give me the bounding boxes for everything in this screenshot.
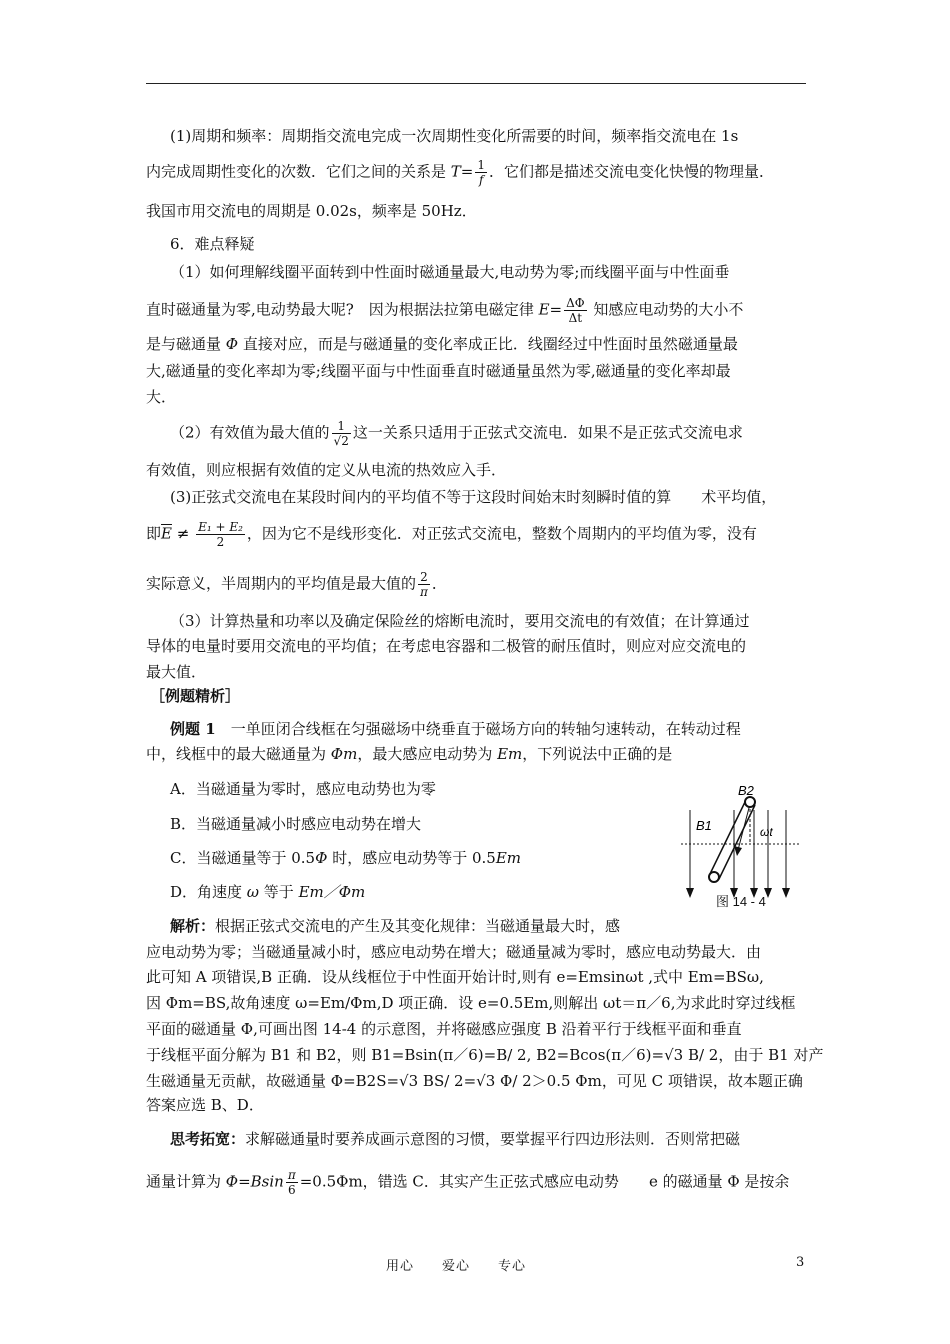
q3-line1 [170, 486, 776, 508]
fraction-1-over-f [475, 158, 487, 187]
text: 时，感应电动势等于 0.5 [327, 849, 496, 867]
fraction-pi-over-6 [286, 1168, 298, 1197]
para-period-line1: (1)周期和频率：周期指交流电完成一次周期性变化所需要的时间，频率指交流电在 1s [170, 127, 739, 145]
q1-line3 [146, 333, 738, 355]
text: 直接对应，而是与磁通量的变化率成正比．线圈经过中性面时虽然磁通量最 [238, 335, 738, 353]
thinking-line1 [170, 1128, 740, 1150]
q3-line2 [146, 520, 757, 549]
q1-line4: 大,磁通量的变化率却为零;线圈平面与中性面垂直时磁通量虽然为零,磁通量的变化率却最 [146, 362, 731, 380]
frac-den: π [420, 585, 428, 599]
thinking-line2 [146, 1168, 789, 1197]
analysis-line6: 于线框平面分解为 B1 和 B2，则 B1=Bsin(π／6)=B/ 2, B2=Bcos(π／6)=√3 B/ 2，由于 B1 对产 [146, 1046, 824, 1064]
symbol-e-m: Em [495, 849, 522, 867]
text: ，下列说法中正确的是 [522, 745, 673, 763]
analysis-line2: 应电动势为零；当磁通量减小时，感应电动势在增大；磁通量减为零时，感应电动势最大．由 [146, 943, 762, 961]
thinking-label: 思考拓宽： [170, 1130, 246, 1148]
analysis-line1 [170, 915, 620, 937]
frac-den: Δt [568, 311, 583, 325]
option-c [170, 847, 521, 869]
text: （2）有效值为最大值的 [170, 423, 330, 442]
para-period-line3: 我国市用交流电的周期是 0.02s，频率是 50Hz． [146, 202, 477, 220]
text: 知感应电动势的大小不 [588, 300, 744, 319]
example-label: 例题 1 [170, 720, 216, 738]
text: 术平均值， [671, 488, 777, 506]
option-a: A．当磁通量为零时，感应电动势也为零 [170, 780, 436, 798]
text: = [549, 300, 563, 319]
frac-den: 6 [287, 1183, 296, 1197]
text: ，最大感应电动势为 [357, 745, 498, 763]
example-line1 [170, 718, 741, 740]
text: 是与磁通量 [146, 335, 226, 353]
example-heading: ［例题精析］ [150, 687, 241, 705]
q1-line5: 大． [146, 388, 177, 406]
text: C．当磁通量等于 0.5 [170, 849, 316, 867]
header-rule [146, 83, 806, 84]
text: ． [431, 574, 447, 593]
q2-line2: 有效值，则应根据有效值的定义从电流的热效应入手． [146, 461, 507, 479]
option-d [170, 881, 365, 903]
fraction-dphi-dt [564, 296, 587, 325]
q1-line2 [146, 296, 743, 325]
frac-num: π [287, 1168, 296, 1182]
analysis-line3: 此可知 A 项错误,B 正确．设从线框位于中性面开始计时,则有 e=Emsinωt ,式中 Em=BSω, [146, 968, 764, 986]
symbol-phi-m: Φm [330, 745, 358, 763]
symbol-phi: Φ [315, 849, 328, 867]
symbol-e-m: Em [497, 745, 523, 763]
frac-num: 1 [477, 158, 486, 172]
analysis-label: 解析： [170, 917, 216, 935]
text: 直时磁通量为零,电动势最大呢? 因为根据法拉第电磁定律 [146, 300, 539, 319]
page-number: 3 [796, 1255, 805, 1270]
pivot-top [745, 797, 755, 807]
frac-num: ΔΦ [566, 296, 585, 310]
q2-line1 [170, 419, 743, 448]
symbol-omega: ω [246, 883, 260, 901]
figure-caption: 图 14 - 4 [716, 894, 766, 909]
text: 内完成周期性变化的次数．它们之间的关系是 [146, 162, 451, 181]
label-omega-t: ωt [760, 825, 773, 839]
text: ≠ [171, 524, 195, 543]
frac-num: E₁ + E₂ [198, 520, 243, 534]
pivot-bottom [709, 872, 719, 882]
text: =0.5Φm，错选 C．其实产生正弦式感应电动势 [299, 1172, 619, 1191]
section-title: 6．难点释疑 [170, 235, 255, 253]
text: 实际意义，半周期内的平均值是最大值的 [146, 574, 417, 593]
q3-line3 [146, 570, 447, 599]
frac-den: f [478, 173, 484, 187]
text: 中，线框中的最大磁通量为 [146, 745, 331, 763]
footer-motto: 用心 爱心 专心 [386, 1259, 527, 1274]
text: 这一关系只适用于正弦式交流电．如果不是正弦式交流电求 [352, 423, 743, 442]
label-b1: B1 [696, 818, 712, 833]
text: D．角速度 [170, 883, 247, 901]
text: (3)正弦式交流电在某段时间内的平均值不等于这段时间始末时刻 [170, 488, 597, 506]
arrow-head [782, 888, 790, 898]
q4-line2: 导体的电量时要用交流电的平均值；在考虑电容器和二极管的耐压值时，则应对应交流电的 [146, 637, 747, 655]
analysis-line7: 生磁通量无贡献，故磁通量 Φ=B2S=√3 BS/ 2=√3 Φ/ 2＞0.5 Φm，可见 C 项错误，故本题正确 [146, 1072, 803, 1090]
b-vector [738, 804, 750, 850]
text: 根据正弦式交流电的产生及其变化规律：当磁通量最大时，感 [215, 917, 621, 935]
text: 等于 [259, 883, 299, 901]
text: ，因为它不是线形变化．对正弦式交流电，整数个周期内的平均值为零，没有 [246, 524, 757, 543]
formula-T: T [450, 162, 461, 181]
q4-line3: 最大值． [146, 663, 207, 681]
frac-den: 2 [216, 535, 225, 549]
text: e 的磁通量 Φ 是按余 [648, 1172, 790, 1191]
label-b2: B2 [738, 783, 754, 798]
text: 即 [146, 524, 162, 543]
arrow-head [686, 888, 694, 898]
analysis-line8: 答案应选 B、D． [146, 1096, 264, 1114]
symbol-phi: Φ [225, 335, 239, 353]
frac-num: 2 [418, 570, 430, 585]
text: 通量计算为 [146, 1172, 226, 1191]
option-b: B．当磁通量减小时感应电动势在增大 [170, 815, 422, 833]
fraction-2-over-pi [418, 570, 430, 599]
analysis-line4: 因 Φm=BS,故角速度 ω=Em/Φm,D 项正确．设 e=0.5Em,则解出 ωt＝π／6,为求此时穿过线框 [146, 994, 796, 1012]
text: 一单匝闭合线框在匀强磁场中绕垂直于磁场方向的转轴匀速转动，在转动过程 [230, 720, 741, 738]
example-line2 [146, 743, 672, 765]
text: 求解磁通量时要养成画示意图的习惯，要掌握平行四边形法则．否则常把磁 [245, 1130, 741, 1148]
text: 瞬时值的算 [596, 488, 672, 506]
frac-num: 1 [332, 419, 351, 434]
frac-den: √2 [333, 434, 349, 448]
coil-side [709, 802, 745, 876]
symbol-e-bar: $\overline{E}$ [161, 524, 172, 543]
q1-line1: （1）如何理解线圈平面转到中性面时磁通量最大,电动势为零;而线圈平面与中性面垂 [170, 263, 730, 281]
formula-E: E [538, 300, 550, 319]
para-period-line2 [146, 158, 774, 187]
q4-line1: （3）计算热量和功率以及确定保险丝的熔断电流时，要用交流电的有效值；在计算通过 [170, 612, 750, 630]
text: ．它们都是描述交流电变化快慢的物理量． [489, 162, 775, 181]
text: = [460, 162, 474, 181]
fraction-e1-e2 [196, 520, 245, 549]
formula-bsin: Φ=Bsin [225, 1172, 284, 1191]
analysis-line5: 平面的磁通量 Φ,可画出图 14-4 的示意图，并将磁感应强度 B 沿着平行于线框平面和垂直 [146, 1020, 742, 1038]
fraction-1-over-sqrt2 [332, 419, 351, 448]
formula-em-over-phim: Em／Φm [298, 883, 366, 901]
arrow-head [734, 846, 742, 856]
